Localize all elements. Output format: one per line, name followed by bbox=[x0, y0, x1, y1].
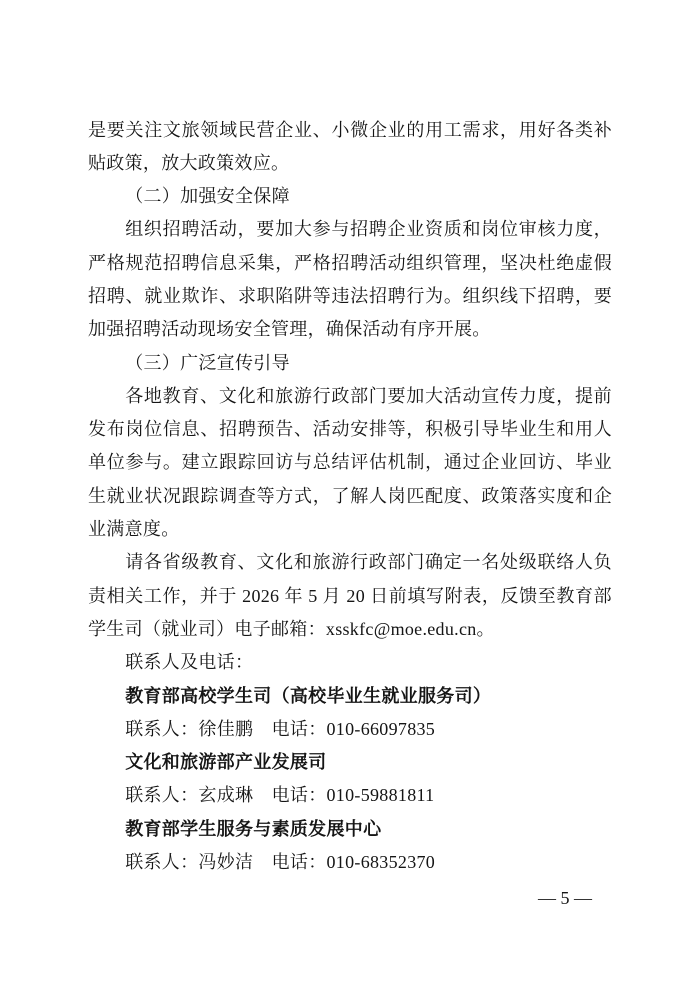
paragraph-line: 单位参与。建立跟踪回访与总结评估机制，通过企业回访、毕业 bbox=[88, 452, 612, 473]
contact-block bbox=[88, 746, 612, 813]
paragraph-line: 加强招聘活动现场安全管理，确保活动有序开展。 bbox=[88, 319, 491, 340]
phone-label: 电话： bbox=[271, 718, 327, 739]
contact-row bbox=[88, 779, 612, 812]
contact-block bbox=[88, 813, 612, 880]
page-number: — 5 — bbox=[538, 888, 592, 908]
phone-label: 电话： bbox=[271, 852, 327, 873]
continued-paragraph bbox=[88, 114, 612, 181]
section-heading: （二）加强安全保障 bbox=[125, 186, 290, 207]
paragraph-line: 发布岗位信息、招聘预告、活动安排等，积极引导毕业生和用人 bbox=[88, 419, 612, 440]
section-heading: （三）广泛宣传引导 bbox=[125, 352, 290, 373]
section-safety bbox=[88, 180, 612, 346]
contact-row bbox=[88, 713, 612, 746]
contact-name: 冯妙洁 bbox=[198, 852, 254, 873]
contact-phone: 010-59881811 bbox=[326, 785, 435, 806]
document-body bbox=[88, 114, 612, 880]
paragraph-line: 学生司（就业司）电子邮箱：xsskfc@moe.edu.cn。 bbox=[88, 618, 495, 639]
paragraph-line: 招聘、就业欺诈、求职陷阱等违法招聘行为。组织线下招聘，要 bbox=[88, 285, 612, 306]
contact-label: 联系人： bbox=[125, 718, 199, 739]
contact-name: 徐佳鹏 bbox=[198, 718, 254, 739]
contact-org-name: 文化和旅游部产业发展司 bbox=[125, 752, 327, 773]
contact-phone: 010-68352370 bbox=[326, 852, 436, 873]
paragraph-line: 是要关注文旅领域民营企业、小微企业的用工需求，用好各类补 bbox=[88, 119, 612, 140]
contact-label: 联系人： bbox=[125, 852, 199, 873]
contact-name: 玄成琳 bbox=[198, 785, 254, 806]
paragraph-line: 责相关工作，并于 2026 年 5 月 20 日前填写附表，反馈至教育部 bbox=[88, 585, 612, 606]
paragraph-line: 组织招聘活动，要加大参与招聘企业资质和岗位审核力度， bbox=[125, 219, 612, 240]
contact-row bbox=[88, 846, 612, 879]
paragraph-line: 业满意度。 bbox=[88, 519, 180, 540]
phone-label: 电话： bbox=[271, 785, 327, 806]
contact-phone: 010-66097835 bbox=[326, 718, 436, 739]
paragraph-line: 贴政策，放大政策效应。 bbox=[88, 152, 290, 173]
closing-paragraph bbox=[88, 546, 612, 646]
paragraph bbox=[88, 380, 612, 546]
paragraph-line: 严格规范招聘信息采集，严格招聘活动组织管理，坚决杜绝虚假 bbox=[88, 252, 612, 273]
contact-org-name: 教育部高校学生司（高校毕业生就业服务司） bbox=[125, 685, 492, 706]
paragraph-line: 生就业状况跟踪调查等方式，了解人岗匹配度、政策落实度和企 bbox=[88, 485, 612, 506]
contact-org-name: 教育部学生服务与素质发展中心 bbox=[125, 818, 382, 839]
contacts-intro: 联系人及电话： bbox=[125, 652, 254, 673]
paragraph-line: 各地教育、文化和旅游行政部门要加大活动宣传力度，提前 bbox=[125, 385, 612, 406]
paragraph bbox=[88, 213, 612, 346]
section-publicity bbox=[88, 347, 612, 547]
contact-label: 联系人： bbox=[125, 785, 199, 806]
contact-block bbox=[88, 680, 612, 747]
paragraph-line: 请各省级教育、文化和旅游行政部门确定一名处级联络人负 bbox=[125, 552, 612, 573]
